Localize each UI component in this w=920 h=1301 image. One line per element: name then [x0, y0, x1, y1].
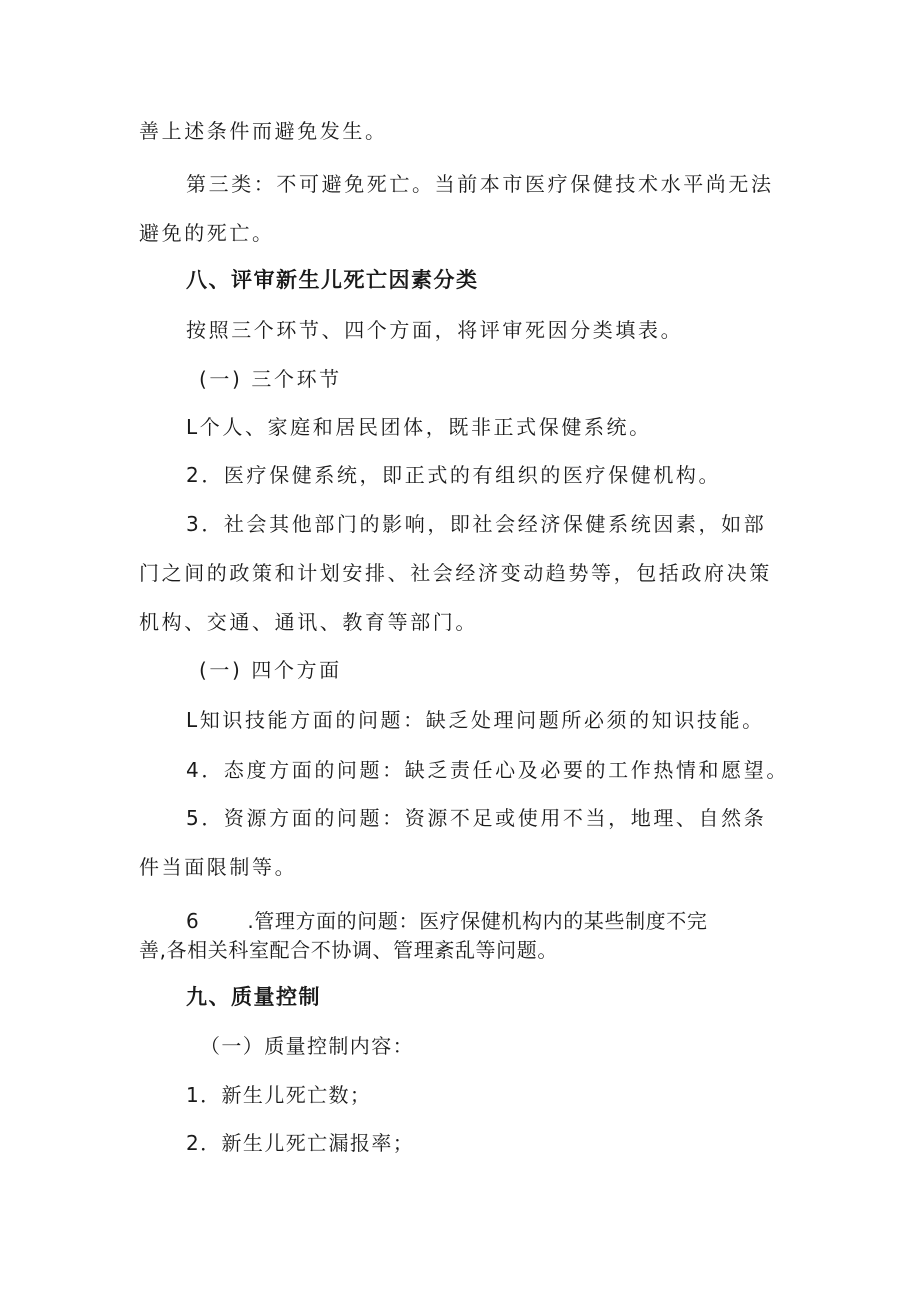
- paragraph-line: 第三类：不可避免死亡。当前本市医疗保健技术水平尚无法: [186, 172, 774, 196]
- list-item: 3．社会其他部门的影响，即社会经济保健系统因素，如部: [186, 512, 767, 536]
- list-item-text: .管理方面的问题：医疗保健机构内的某些制度不完: [247, 909, 708, 933]
- list-item: 4．态度方面的问题：缺乏责任心及必要的工作热情和愿望。: [186, 758, 789, 782]
- paragraph-line: 善,各相关科室配合不协调、管理紊乱等问题。: [139, 938, 558, 962]
- subsection-heading: (一) 四个方面: [199, 658, 342, 682]
- list-item: 2．新生儿死亡漏报率；: [186, 1131, 415, 1155]
- subsection-heading: (一) 三个环节: [199, 367, 342, 391]
- paragraph-line: 避免的死亡。: [139, 221, 275, 245]
- list-item: L个人、家庭和居民团体，既非正式保健系统。: [186, 415, 652, 439]
- list-item: L知识技能方面的问题：缺乏处理问题所必须的知识技能。: [186, 708, 765, 732]
- paragraph-line: 机构、交通、通讯、教育等部门。: [139, 610, 478, 634]
- list-item: 2．医疗保健系统，即正式的有组织的医疗保健机构。: [186, 463, 722, 487]
- paragraph-line: 按照三个环节、四个方面，将评审死因分类填表。: [186, 318, 684, 342]
- paragraph-line: 件当面限制等。: [139, 855, 298, 879]
- section-heading-8: 八、评审新生儿死亡因素分类: [186, 268, 479, 292]
- list-item: [186, 907, 708, 935]
- list-item: 1．新生儿死亡数；: [186, 1083, 372, 1107]
- paragraph-line: 门之间的政策和计划安排、社会经济变动趋势等，包括政府决策: [139, 561, 772, 585]
- paragraph-line: 善上述条件而避免发生。: [139, 119, 388, 143]
- list-number: 6: [186, 909, 200, 933]
- list-item: 5．资源方面的问题：资源不足或使用不当，地理、自然条: [186, 806, 767, 830]
- section-heading-9: 九、质量控制: [186, 985, 321, 1009]
- subsection-heading: （一）质量控制内容：: [200, 1034, 414, 1058]
